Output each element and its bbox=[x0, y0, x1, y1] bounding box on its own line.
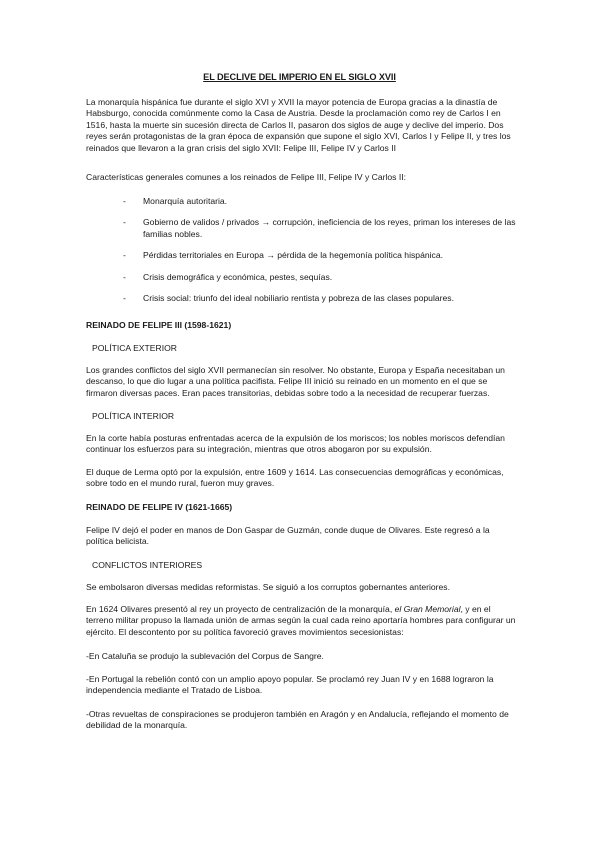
bullet-dash: - bbox=[123, 217, 126, 228]
list-item-text: Crisis social: triunfo del ideal nobiliario rentista y pobreza de las clases populares. bbox=[143, 293, 454, 304]
felipe3-interior-paragraph-1 bbox=[86, 433, 516, 456]
characteristics-list bbox=[86, 196, 516, 304]
felipe4-olivares-text bbox=[86, 604, 516, 638]
felipe3-exterior-heading: POLÍTICA EXTERIOR bbox=[92, 343, 178, 353]
felipe4-portugal-paragraph bbox=[86, 674, 516, 697]
list-item-text: Pérdidas territoriales en Europa → pérdida de la hegemonía política hispánica. bbox=[143, 250, 444, 261]
felipe4-portugal-text: -En Portugal la rebelión contó con un amplio apoyo popular. Se proclamó rey Juan IV y en 1688 lograron la independencia mediante el Tratado de Lisboa. bbox=[86, 674, 494, 696]
felipe3-interior-heading: POLÍTICA INTERIOR bbox=[92, 411, 175, 421]
felipe4-cataluna-text: -En Cataluña se produjo la sublevación del Corpus de Sangre. bbox=[86, 651, 324, 661]
bullet-dash: - bbox=[123, 250, 126, 261]
list-item-text: Crisis demográfica y económica, pestes, sequías. bbox=[143, 271, 333, 282]
felipe3-exterior-paragraph bbox=[86, 365, 516, 399]
characteristics-intro-text: Características generales comunes a los reinados de Felipe III, Felipe IV y Carlos II: bbox=[86, 172, 407, 182]
document-title: EL DECLIVE DEL IMPERIO EN EL SIGLO XVII bbox=[203, 72, 396, 82]
list-item bbox=[86, 196, 516, 207]
felipe3-interior-text-2: El duque de Lerma optó por la expulsión, entre 1609 y 1614. Las consecuencias demográficas y económicas, sobre todo en el mundo rural, fueron muy graves. bbox=[86, 467, 504, 489]
list-item-text: Monarquía autoritaria. bbox=[143, 196, 228, 206]
characteristics-intro bbox=[86, 172, 516, 183]
felipe3-interior-paragraph-2 bbox=[86, 467, 516, 490]
felipe4-cataluna-paragraph bbox=[86, 651, 516, 662]
bullet-dash: - bbox=[123, 293, 126, 304]
felipe3-interior-text-1: En la corte había posturas enfrentadas acerca de la expulsión de los moriscos; los nobles moriscos defendían continuar los esfuerzos para su integración, mientras que otros abogaron por su expulsión. bbox=[86, 433, 505, 455]
intro-paragraph bbox=[86, 97, 516, 154]
felipe4-otras-text: -Otras revueltas de conspiraciones se produjeron también en Aragón y en Andalucía, reflejando el momento de debilidad de la monarquía. bbox=[86, 709, 509, 731]
felipe4-otras-paragraph bbox=[86, 709, 516, 732]
felipe3-exterior-text: Los grandes conflictos del siglo XVII permanecían sin resolver. No obstante, Europa y España necesitaban un descanso, lo que dio lugar a una política pacifista. Felipe III inició su reinado en un momento en el que se firmaron diversas paces. Eran paces transitorias, debidas sobre todo a la necesidad de recuperar fuerzas. bbox=[86, 365, 505, 398]
felipe4-heading: REINADO DE FELIPE IV (1621-1665) bbox=[86, 502, 233, 512]
felipe4-olivares-paragraph bbox=[86, 604, 516, 638]
list-item bbox=[86, 293, 516, 304]
list-item-text: Gobierno de validos / privados → corrupción, ineficiencia de los reyes, priman los intereses de las familias nobles. bbox=[143, 217, 516, 239]
felipe4-conflicts-heading: CONFLICTOS INTERIORES bbox=[92, 560, 203, 570]
intro-text: La monarquía hispánica fue durante el siglo XVI y XVII la mayor potencia de Europa gracias a la dinastía de Habsburgo, conocida comúnmente como la Casa de Austria. Desde la proclamación como rey de Carlos I en 1516, hasta la muerte sin sucesión directa de Carlos II, pasaron dos siglos de auge y declive del imperio. Dos reyes serán protagonistas de la gran época de expansión que supone el siglo XVI, Carlos I y Felipe II, y tres los reinados que llevaron a la gran crisis del siglo XVII: Felipe III, Felipe IV y Carlos II bbox=[86, 97, 511, 153]
felipe4-intro-text: Felipe IV dejó el poder en manos de Don Gaspar de Guzmán, conde duque de Olivares. Este regresó a la política belicista. bbox=[86, 525, 490, 547]
felipe4-conflicts-paragraph bbox=[86, 582, 516, 593]
gran-memorial-emphasis: el Gran Memorial bbox=[394, 604, 461, 614]
list-item bbox=[86, 217, 516, 240]
list-item bbox=[86, 250, 516, 261]
list-item bbox=[86, 272, 516, 283]
olivares-text-after: , y en el terreno militar propuso la llamada unión de armas según la cual cada reino aportaría hombres para configurar un ejército. El descontento por su política favoreció graves movimientos secesionistas: bbox=[86, 604, 516, 637]
olivares-text-before: En 1624 Olivares presentó al rey un proyecto de centralización de la monarquía, bbox=[86, 604, 395, 614]
felipe4-intro-paragraph bbox=[86, 525, 516, 548]
felipe4-conflicts-text: Se embolsaron diversas medidas reformistas. Se siguió a los corruptos gobernantes anteriores. bbox=[86, 582, 450, 592]
felipe3-heading: REINADO DE FELIPE III (1598-1621) bbox=[86, 320, 232, 330]
bullet-dash: - bbox=[123, 271, 126, 282]
bullet-dash: - bbox=[123, 196, 126, 206]
